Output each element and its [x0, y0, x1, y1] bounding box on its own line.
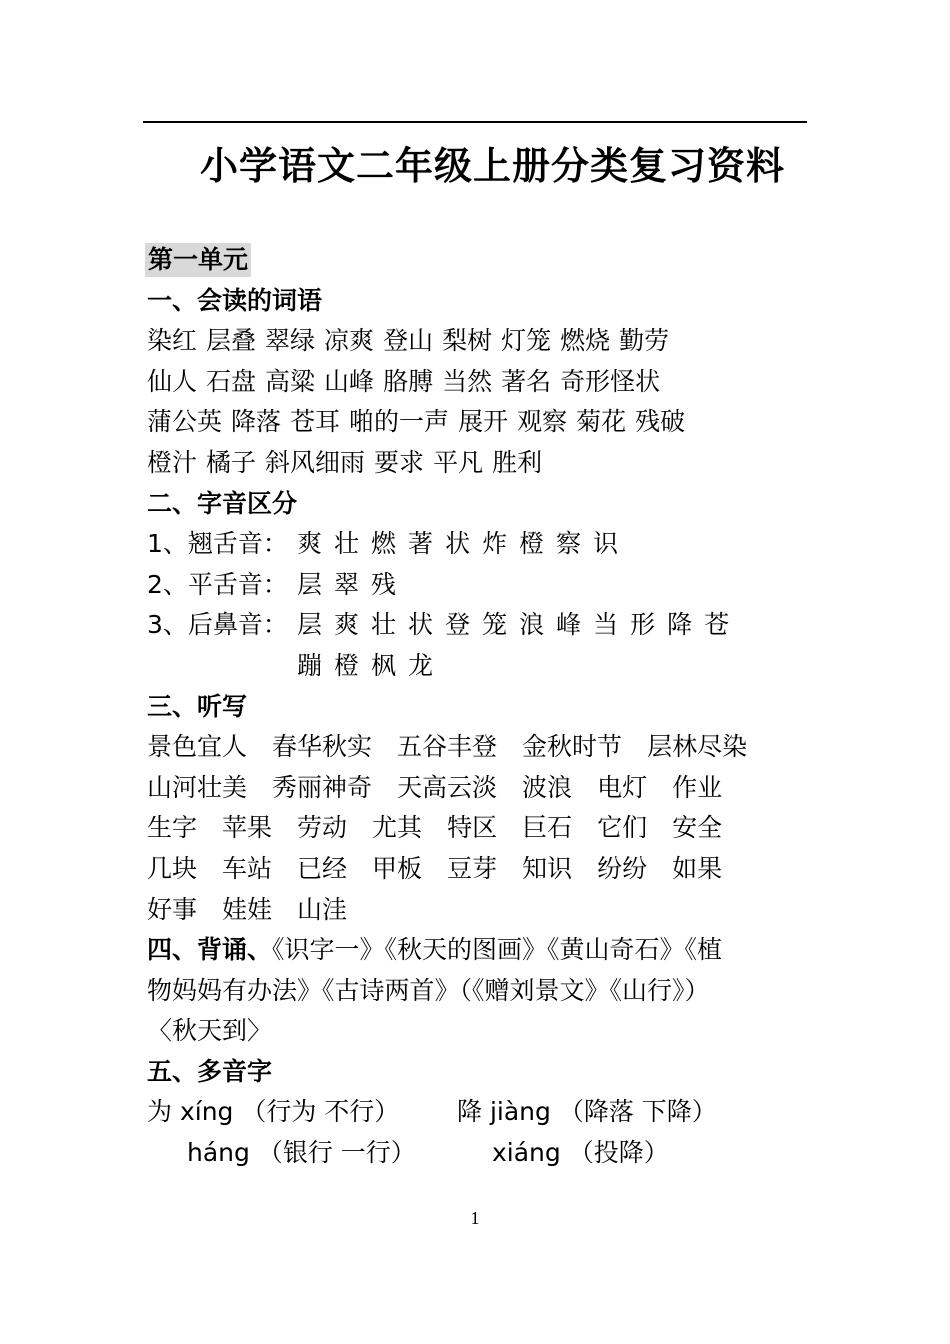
dictation-row	[147, 768, 827, 809]
pronunciation-label: 2、平舌音：	[147, 569, 288, 599]
pronunciation-row-continued	[147, 646, 827, 687]
section4-heading: 四、背诵、	[147, 935, 273, 965]
char: 笼	[482, 610, 508, 640]
header-rule	[143, 121, 807, 123]
pronunciation-label: 1、翘舌音：	[147, 529, 288, 559]
char: 橙	[519, 529, 545, 559]
word: 著名	[501, 366, 552, 396]
char: 层	[297, 610, 323, 640]
char: 当	[593, 610, 619, 640]
word: 奇形怪状	[560, 366, 661, 396]
word: 山峰	[324, 366, 375, 396]
polyphone-row-1	[147, 1092, 827, 1133]
dictation-row	[147, 808, 827, 849]
dictation-word: 巨石	[522, 813, 573, 843]
word: 展开	[458, 407, 509, 437]
dictation-word: 山河壮美	[147, 772, 248, 802]
dictation-word: 电灯	[597, 772, 648, 802]
section1-words	[147, 321, 827, 483]
dictation-word: 甲板	[372, 853, 423, 883]
dictation-word: 作业	[672, 772, 723, 802]
dictation-word: 好事	[147, 894, 198, 924]
char: 降	[667, 610, 693, 640]
char: 爽	[334, 610, 360, 640]
section4-line3: 〈秋天到〉	[147, 1016, 273, 1046]
word: 当然	[442, 366, 493, 396]
word: 苍耳	[290, 407, 341, 437]
dictation-word: 金秋时节	[522, 732, 623, 762]
polyphone-jiang: 降 jiàng （降落 下降）	[457, 1097, 717, 1127]
dictation-word: 山洼	[297, 894, 348, 924]
dictation-row	[147, 890, 827, 931]
word: 凉爽	[324, 326, 375, 356]
word: 勤劳	[619, 326, 670, 356]
dictation-word: 车站	[222, 853, 273, 883]
word: 翠绿	[265, 326, 316, 356]
word: 层叠	[206, 326, 257, 356]
dictation-word: 春华秋实	[272, 732, 373, 762]
word: 斜风细雨	[265, 447, 366, 477]
pronunciation-row	[147, 605, 827, 646]
word: 残破	[635, 407, 686, 437]
dictation-word: 景色宜人	[147, 732, 248, 762]
char: 龙	[408, 650, 434, 680]
char: 识	[593, 529, 619, 559]
char: 枫	[371, 650, 397, 680]
polyphone-hang: háng （银行 一行）	[187, 1138, 416, 1168]
dictation-word: 已经	[297, 853, 348, 883]
document-body	[147, 240, 827, 1174]
word: 仙人	[147, 366, 198, 396]
char: 爽	[297, 529, 323, 559]
char: 状	[408, 610, 434, 640]
word: 平凡	[433, 447, 484, 477]
pronunciation-row	[147, 565, 827, 606]
dictation-word: 五谷丰登	[397, 732, 498, 762]
section3-words	[147, 727, 827, 930]
word: 橙汁	[147, 447, 198, 477]
dictation-word: 它们	[597, 813, 648, 843]
word: 蒲公英	[147, 407, 223, 437]
dictation-word: 如果	[672, 853, 723, 883]
word: 胳膊	[383, 366, 434, 396]
char: 浪	[519, 610, 545, 640]
pronunciation-label: 3、后鼻音：	[147, 610, 288, 640]
word: 橘子	[206, 447, 257, 477]
char: 炸	[482, 529, 508, 559]
dictation-word: 安全	[672, 813, 723, 843]
word: 燃烧	[560, 326, 611, 356]
dictation-word: 生字	[147, 813, 198, 843]
word: 降落	[231, 407, 282, 437]
char: 橙	[334, 650, 360, 680]
word: 啪的一声	[349, 407, 450, 437]
char: 壮	[371, 610, 397, 640]
section4-line2: 物妈妈有办法》《古诗两首》（《赠刘景文》《山行》）	[147, 975, 710, 1005]
word: 梨树	[442, 326, 493, 356]
unit-heading-row	[147, 240, 827, 281]
dictation-word: 娃娃	[222, 894, 273, 924]
char: 峰	[556, 610, 582, 640]
dictation-row	[147, 727, 827, 768]
char: 苍	[704, 610, 730, 640]
word-row	[147, 321, 827, 362]
word-row	[147, 402, 827, 443]
polyphone-xing: 为 xíng （行为 不行）	[147, 1097, 400, 1127]
char: 状	[445, 529, 471, 559]
section3-heading: 三、听写	[147, 691, 248, 721]
char: 层	[297, 569, 323, 599]
dictation-word: 纷纷	[597, 853, 648, 883]
char: 察	[556, 529, 582, 559]
dictation-word: 尤其	[372, 813, 423, 843]
char: 登	[445, 610, 471, 640]
section1-heading: 一、会读的词语	[147, 285, 323, 315]
dictation-word: 天高云淡	[397, 772, 498, 802]
dictation-word: 劳动	[297, 813, 348, 843]
dictation-word: 层林尽染	[647, 732, 748, 762]
char: 燃	[371, 529, 397, 559]
pronunciation-row	[147, 524, 827, 565]
unit-heading: 第一单元	[145, 243, 251, 277]
dictation-word: 豆芽	[447, 853, 498, 883]
word: 染红	[147, 326, 198, 356]
section4-text1: 《识字一》《秋天的图画》《黄山奇石》《植	[272, 935, 723, 965]
word: 高粱	[265, 366, 316, 396]
dictation-word: 波浪	[522, 772, 573, 802]
word: 登山	[383, 326, 434, 356]
char: 翠	[334, 569, 360, 599]
char: 形	[630, 610, 656, 640]
char: 著	[408, 529, 434, 559]
char: 壮	[334, 529, 360, 559]
word-row	[147, 443, 827, 484]
char: 蹦	[297, 650, 323, 680]
char: 残	[371, 569, 397, 599]
page-title: 小学语文二年级上册分类复习资料	[200, 144, 786, 188]
section4-line1	[147, 930, 827, 971]
dictation-word: 秀丽神奇	[272, 772, 373, 802]
polyphone-xiang: xiáng （投降）	[492, 1138, 669, 1168]
dictation-row	[147, 849, 827, 890]
polyphone-row-2	[147, 1133, 827, 1174]
dictation-word: 苹果	[222, 813, 273, 843]
word-row	[147, 362, 827, 403]
word: 要求	[374, 447, 425, 477]
word: 石盘	[206, 366, 257, 396]
dictation-word: 几块	[147, 853, 198, 883]
word: 胜利	[492, 447, 543, 477]
page-number: 1	[470, 1208, 480, 1228]
section2-items	[147, 524, 827, 686]
word: 观察	[517, 407, 568, 437]
section5-heading: 五、多音字	[147, 1056, 273, 1086]
word: 灯笼	[501, 326, 552, 356]
section2-heading: 二、字音区分	[147, 488, 298, 518]
dictation-word: 知识	[522, 853, 573, 883]
word: 菊花	[576, 407, 627, 437]
dictation-word: 特区	[447, 813, 498, 843]
